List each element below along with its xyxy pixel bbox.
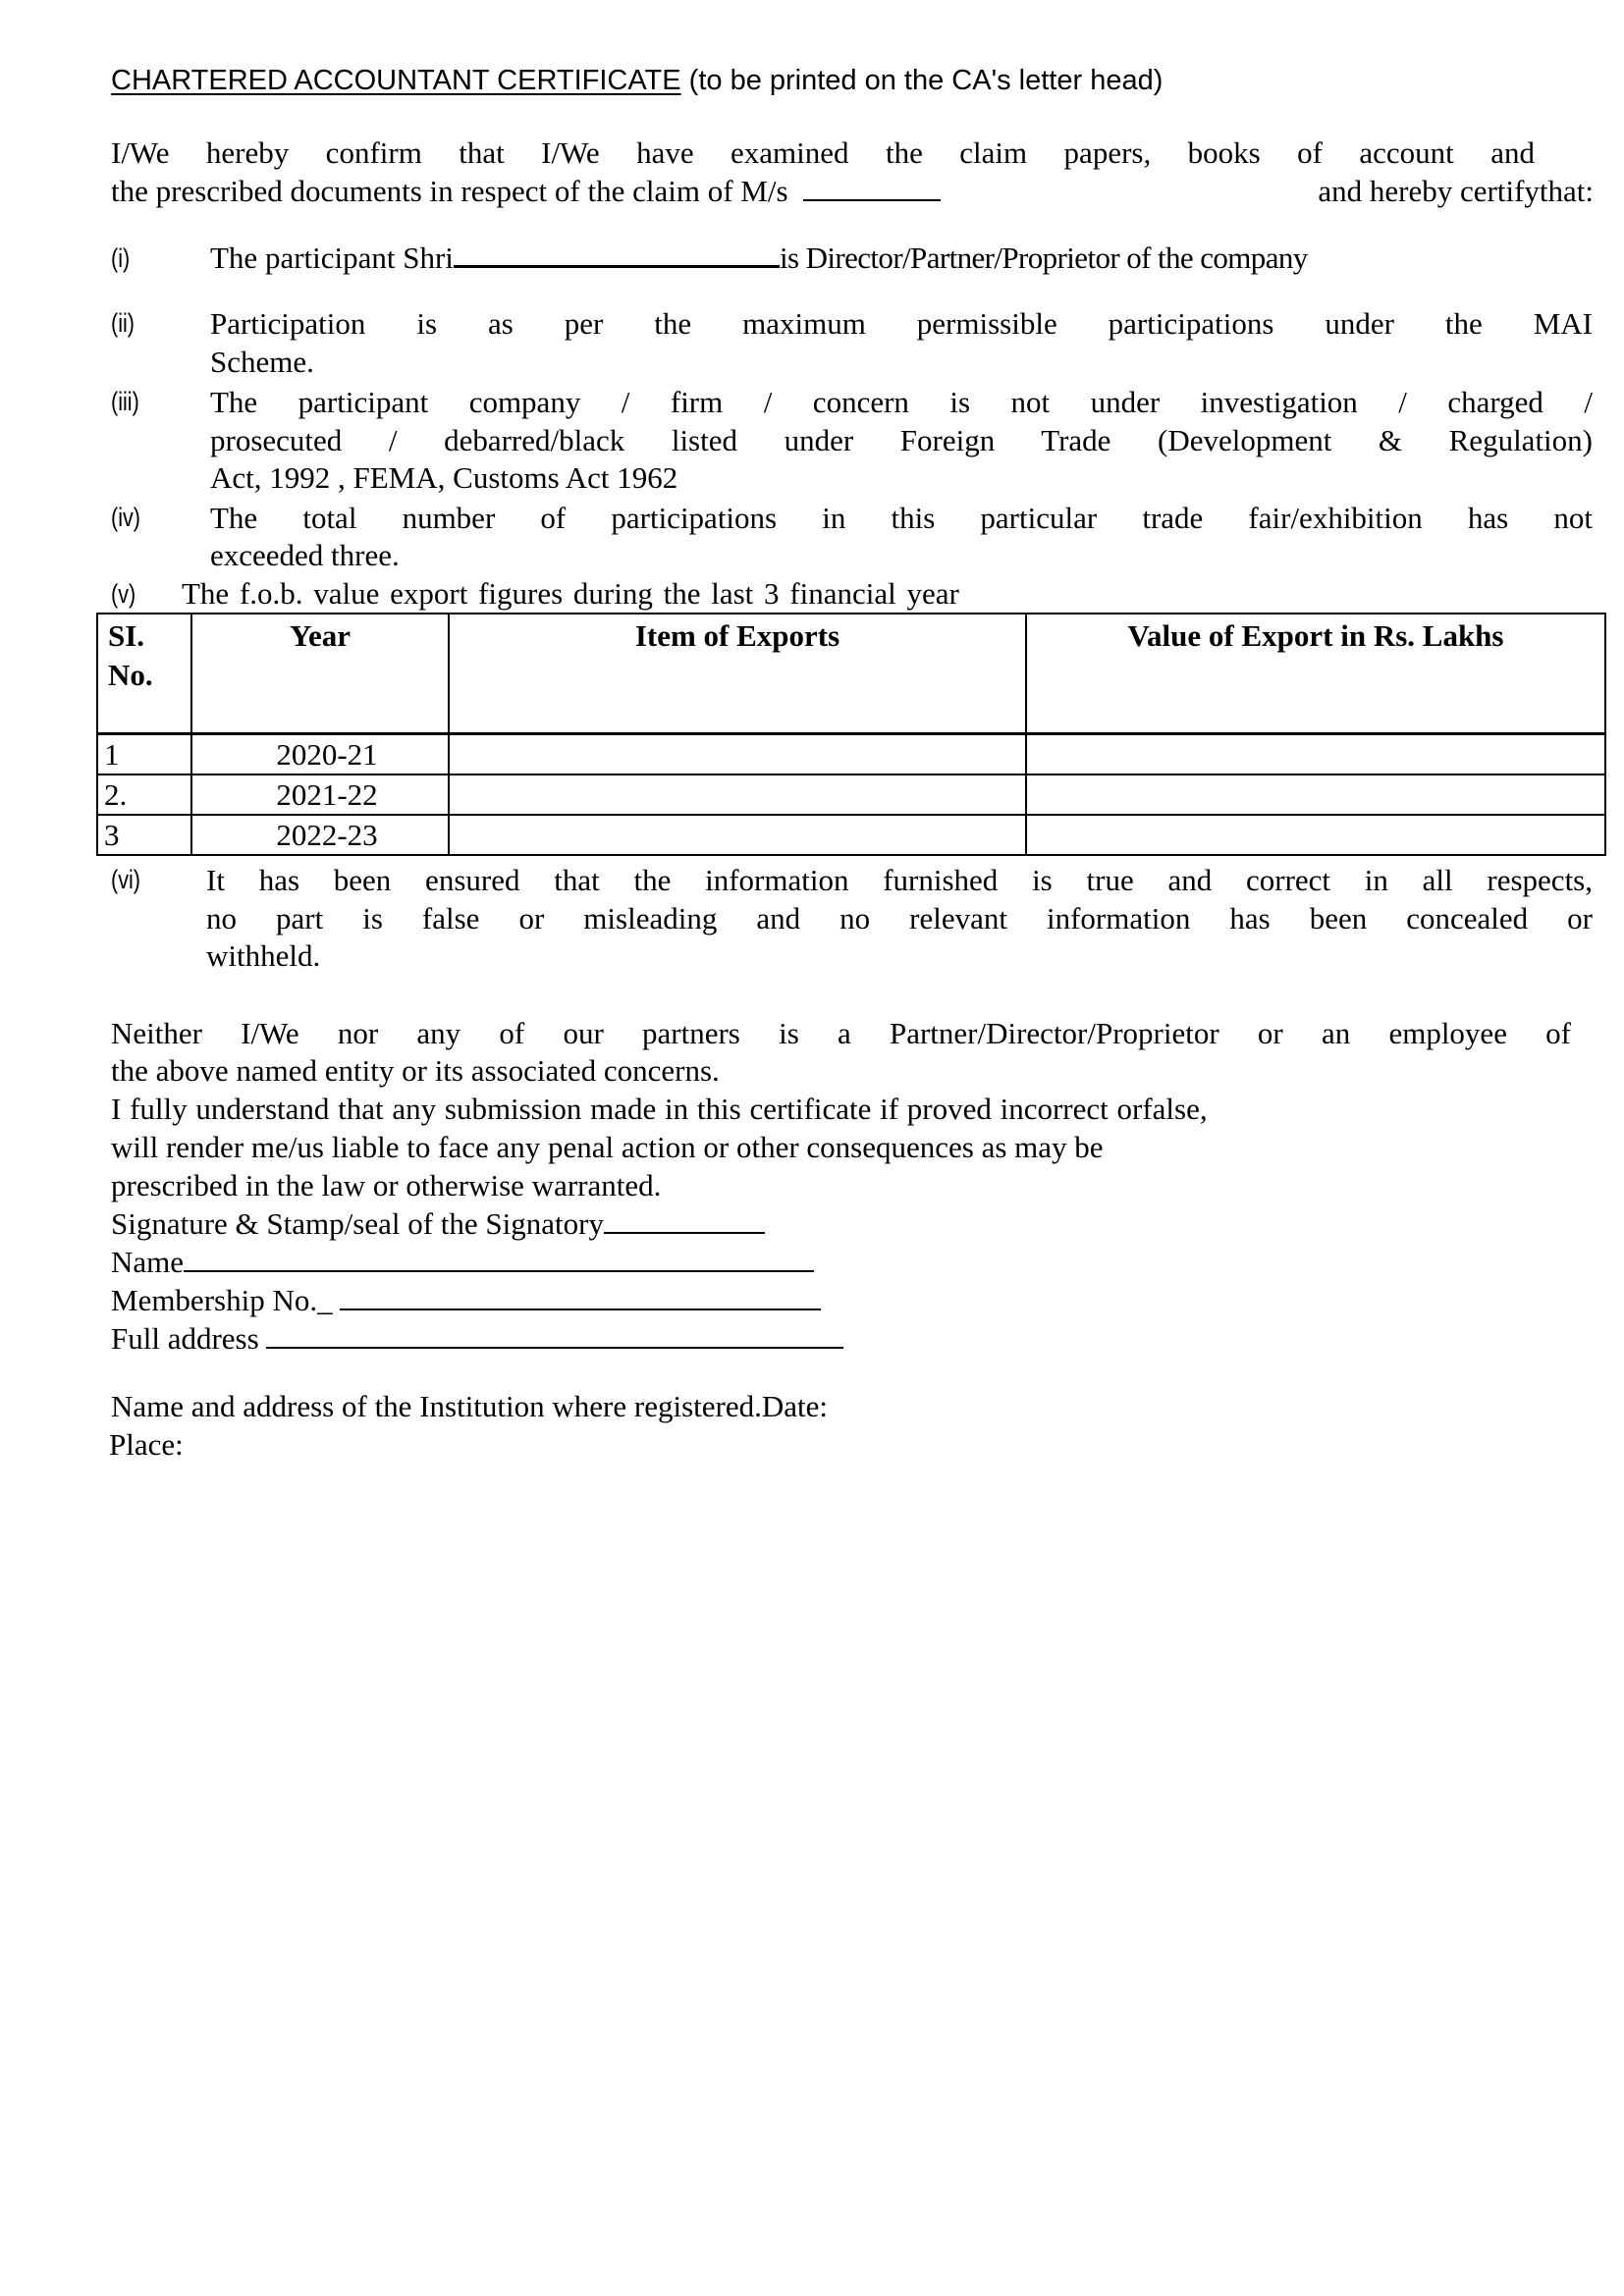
certificate-title xyxy=(111,63,1163,98)
full-address-blank[interactable] xyxy=(266,1323,843,1349)
intro-line-1: I/We hereby confirm that I/We have examined the claim papers, books of account and xyxy=(111,135,1535,170)
header-item-of-exports: Item of Exports xyxy=(449,614,1026,734)
cell-sl: 2. xyxy=(97,774,191,815)
item-iii-line-3: Act, 1992 , FEMA, Customs Act 1962 xyxy=(210,460,678,495)
title-main: CHARTERED ACCOUNTANT CERTIFICATE xyxy=(111,65,681,96)
item-ii-line-2: Scheme. xyxy=(210,345,314,379)
item-iii-line-1: The participant company / firm / concern is not under investigation / charged / xyxy=(210,385,1593,419)
company-name-blank[interactable] xyxy=(803,174,941,201)
name-line xyxy=(111,1244,814,1281)
table-row xyxy=(97,815,1605,855)
header-year: Year xyxy=(191,614,449,734)
item-iii-line-2: prosecuted / debarred/black listed under Foreign Trade (Development & Regulation) xyxy=(210,423,1593,457)
item-number-iii: (iii) xyxy=(111,387,139,416)
item-vi-line-3: withheld. xyxy=(206,938,321,973)
declaration-line-1: Neither I/We nor any of our partners is a Partner/Director/Proprietor or an employee of xyxy=(111,1016,1571,1050)
intro-line-2 xyxy=(111,173,1594,210)
item-number-iv: (iv) xyxy=(111,503,140,532)
participant-name-blank[interactable] xyxy=(454,240,780,268)
cell-value[interactable] xyxy=(1026,774,1605,815)
item-vi-line-1: It has been ensured that the information furnished is true and correct in all respects, xyxy=(206,863,1593,897)
intro-line-2-prefix: the prescribed documents in respect of the claim of M/s xyxy=(111,173,941,210)
item-ii-line-1: Participation is as per the maximum permissible participations under the MAI xyxy=(210,306,1593,341)
signature-blank[interactable] xyxy=(604,1208,765,1234)
item-v-text: The f.o.b. value export figures during the last 3 financial year xyxy=(182,576,959,611)
declaration-line-5: prescribed in the law or otherwise warranted. xyxy=(111,1168,662,1202)
cell-year: 2020-21 xyxy=(191,734,449,775)
cell-item[interactable] xyxy=(449,815,1026,855)
table-row xyxy=(97,774,1605,815)
item-iv-line-1: The total number of participations in this particular trade fair/exhibition has not xyxy=(210,501,1593,535)
cell-year: 2022-23 xyxy=(191,815,449,855)
membership-line xyxy=(111,1282,821,1319)
cell-value[interactable] xyxy=(1026,815,1605,855)
cell-value[interactable] xyxy=(1026,734,1605,775)
membership-number-blank[interactable] xyxy=(340,1285,821,1310)
item-iv-line-2: exceeded three. xyxy=(210,538,400,572)
address-label: Full address xyxy=(111,1321,259,1356)
export-figures-table xyxy=(96,613,1606,856)
item-number-i: (i) xyxy=(111,243,131,273)
table-row xyxy=(97,734,1605,775)
signature-label: Signature & Stamp/seal of the Signatory xyxy=(111,1206,604,1241)
name-blank[interactable] xyxy=(184,1247,814,1272)
item-vi-line-2: no part is false or misleading and no relevant information has been concealed or xyxy=(206,901,1593,935)
declaration-line-2: the above named entity or its associated concerns. xyxy=(111,1053,720,1088)
cell-year: 2021-22 xyxy=(191,774,449,815)
item-number-vi: (vi) xyxy=(111,865,140,894)
cell-sl: 1 xyxy=(97,734,191,775)
membership-label: Membership No._ xyxy=(111,1283,333,1317)
name-label: Name xyxy=(111,1245,185,1279)
declaration-line-4: will render me/us liable to face any penal action or other consequences as may be xyxy=(111,1130,1104,1164)
table-header-row xyxy=(97,614,1605,734)
cell-item[interactable] xyxy=(449,774,1026,815)
item-number-v: (v) xyxy=(111,579,136,609)
header-value-of-export: Value of Export in Rs. Lakhs xyxy=(1026,614,1605,734)
place-line: Place: xyxy=(109,1427,184,1462)
address-line xyxy=(111,1320,843,1358)
declaration-line-3: I fully understand that any submission made in this certificate if proved incorrect orfalse, xyxy=(111,1092,1208,1126)
cell-item[interactable] xyxy=(449,734,1026,775)
cell-sl: 3 xyxy=(97,815,191,855)
intro-line-2-suffix: and hereby certifythat: xyxy=(1318,174,1594,208)
title-note: (to be printed on the CA's letter head) xyxy=(680,65,1164,96)
institution-date-line: Name and address of the Institution where registered.Date: xyxy=(111,1389,828,1423)
item-i-text: The participant Shri is Director/Partner/Proprietor of the company xyxy=(210,240,1308,275)
signature-line xyxy=(111,1205,765,1243)
header-sl-no: SI. No. xyxy=(97,614,191,734)
item-number-ii: (ii) xyxy=(111,308,135,338)
